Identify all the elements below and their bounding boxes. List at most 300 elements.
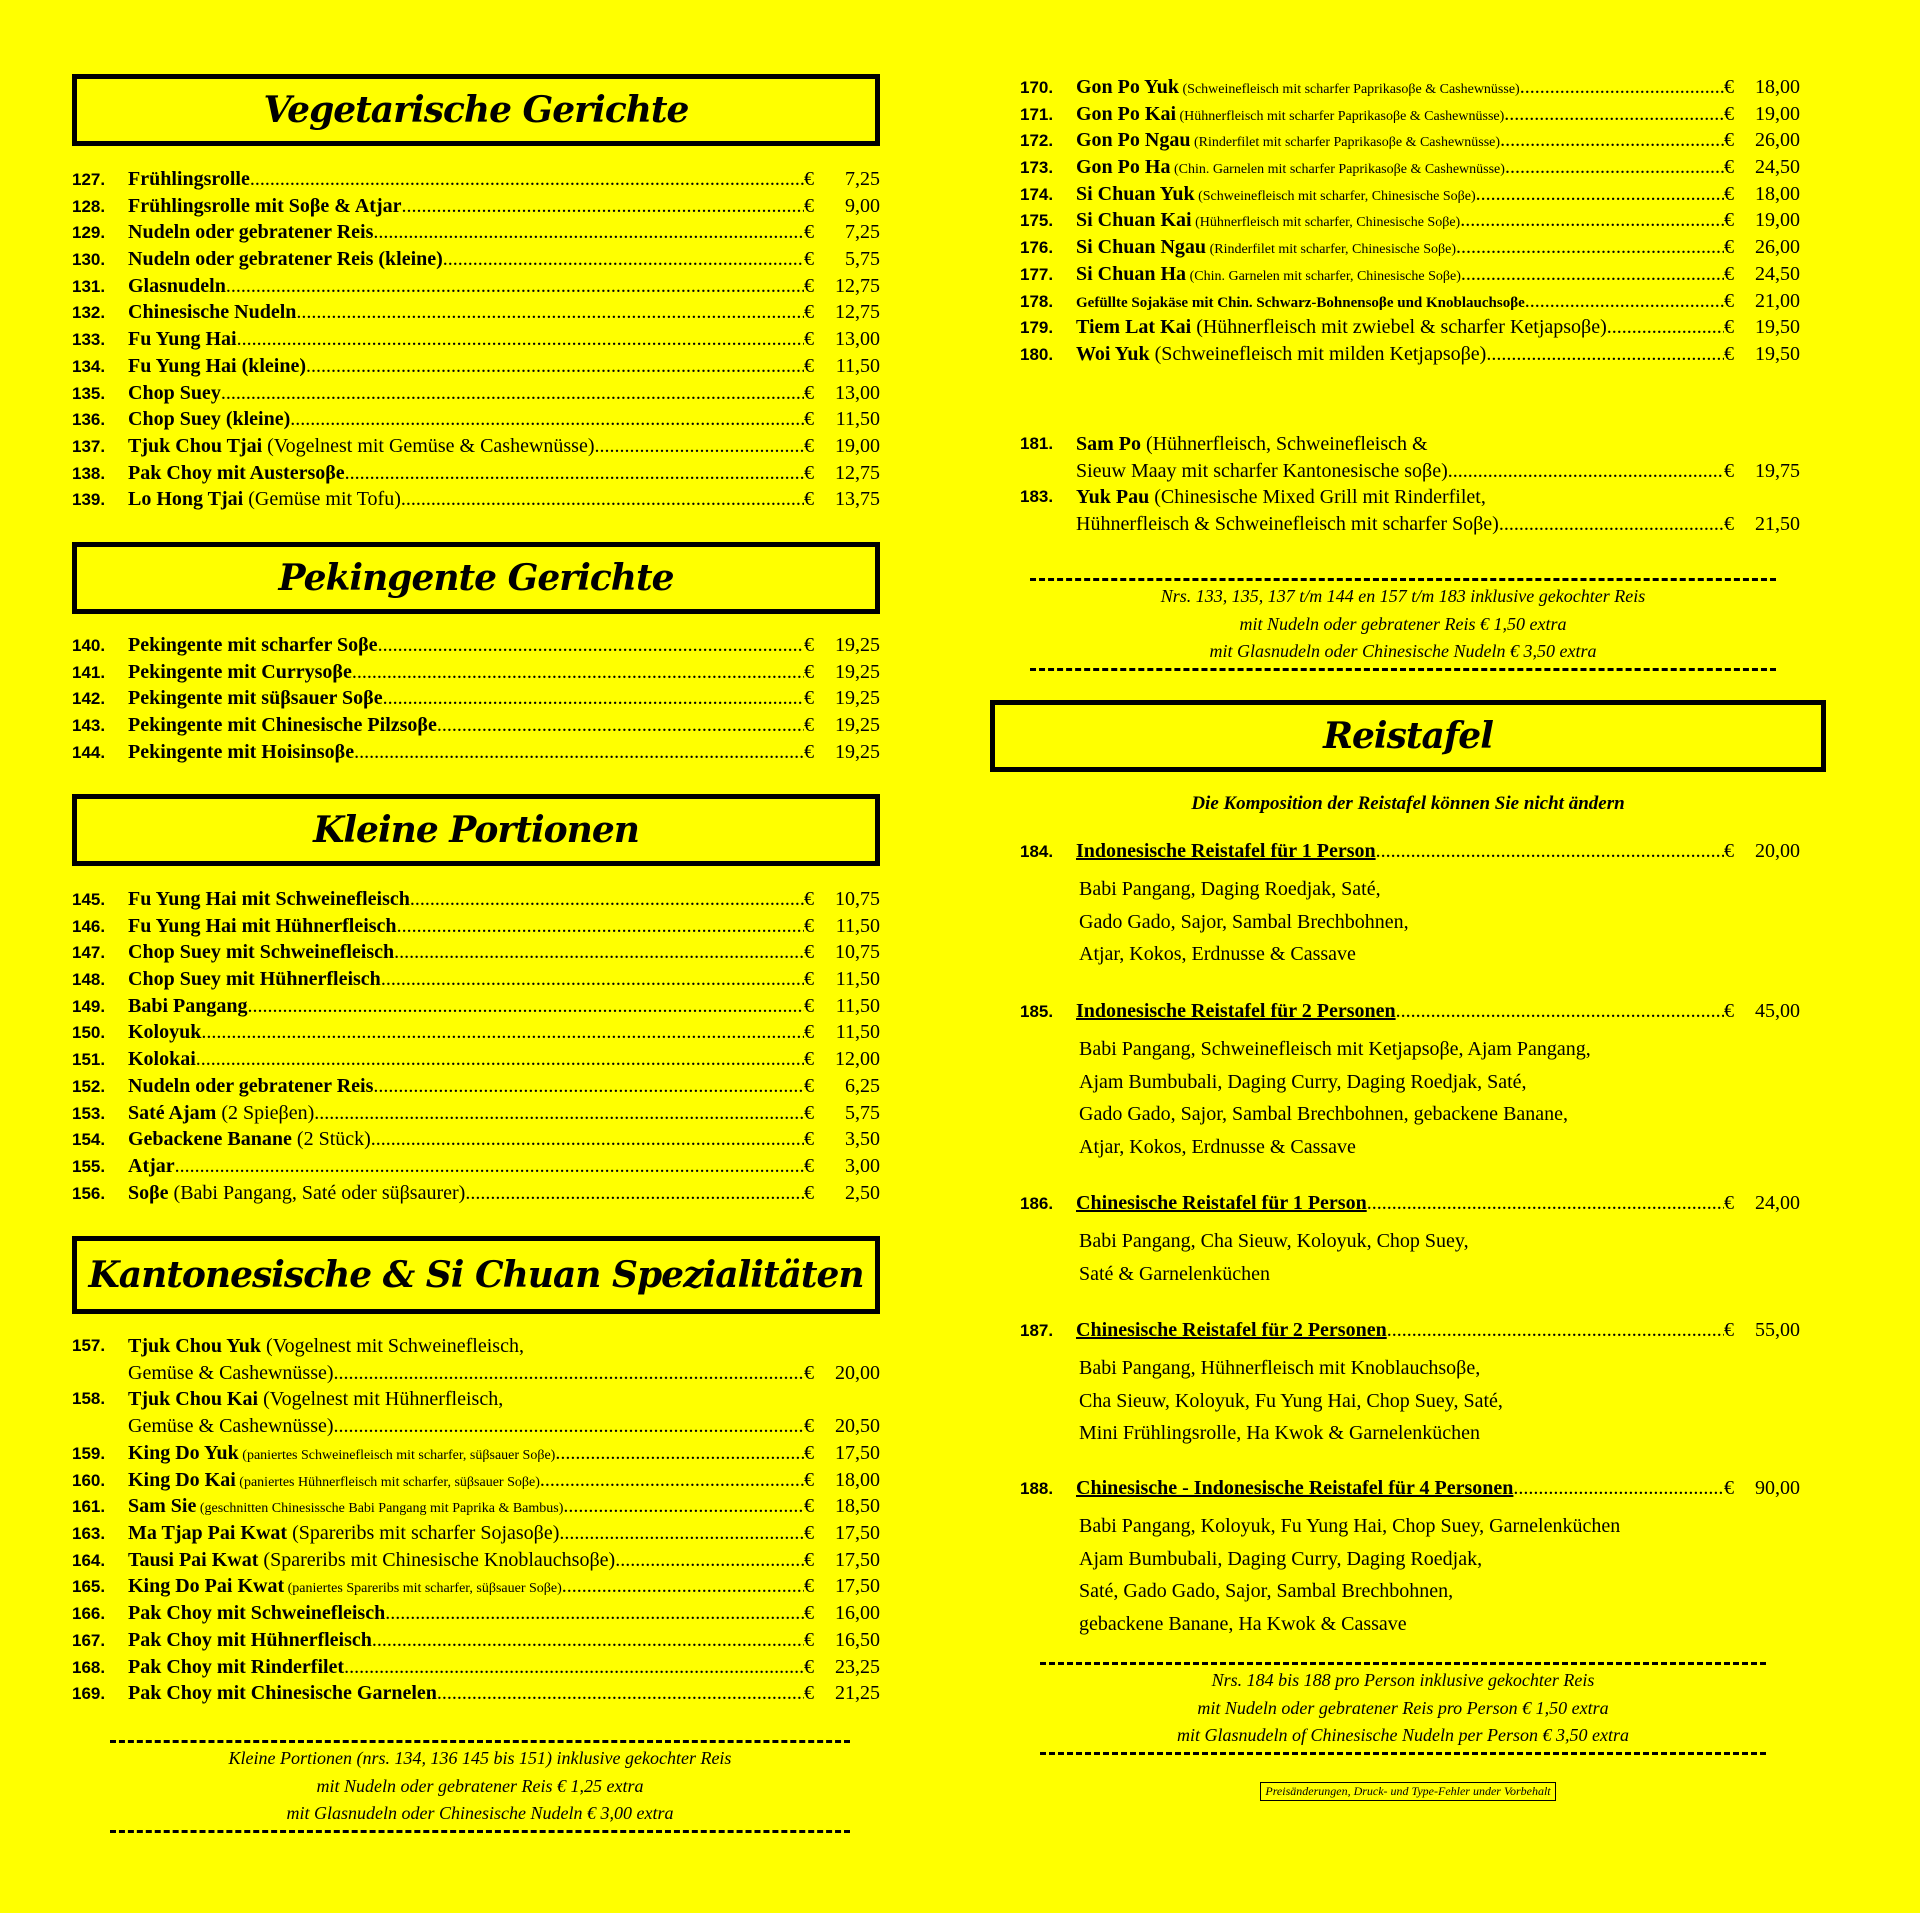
menu-item: [72, 1100, 880, 1127]
item-price: 10,75: [835, 888, 880, 910]
item-name: Soβe: [128, 1181, 169, 1204]
currency-symbol: €: [804, 354, 814, 377]
item-name-wrap: [1076, 101, 1724, 131]
item-name-wrap: [128, 1547, 804, 1574]
currency-symbol: €: [804, 1128, 814, 1151]
item-name: Pak Choy mit Chinesische Garnelen: [128, 1682, 437, 1705]
item-body: [1076, 431, 1800, 484]
item-description: (2 Spieβen): [216, 1101, 315, 1124]
item-price: 26,00: [1755, 236, 1800, 259]
item-name: Frühlingsrolle: [128, 168, 250, 190]
dot-leader: [1461, 261, 1724, 288]
item-price: 12,75: [835, 301, 880, 324]
item-number: 130.: [72, 250, 106, 270]
note-text: Nrs. 184 bis 188 pro Person inklusive gekochter Reis mit Nudeln oder gebratener Reis pro Person € 1,50 extra mit Glasnudeln of Chinesische Nudeln per Person € 3,50 extra: [1177, 1670, 1629, 1745]
dot-leader: [334, 1360, 804, 1387]
item-price: 45,00: [1755, 1000, 1800, 1022]
item-body: [128, 1333, 880, 1386]
item-price: 90,00: [1755, 1477, 1800, 1499]
item-price: 19,00: [1755, 102, 1800, 125]
currency-symbol: €: [804, 634, 814, 656]
item-name: Fu Yung Hai mit Schweinefleisch: [128, 888, 410, 910]
item-name-wrap: [128, 1019, 804, 1046]
currency-symbol: €: [804, 1074, 814, 1097]
menu-item: [72, 1440, 880, 1467]
list-right-twoline: [1020, 431, 1800, 538]
item-price: 13,00: [835, 381, 880, 404]
item-description: (paniertes Spareribs mit scharfer, süβsauer Soβe): [284, 1581, 562, 1597]
item-name: Atjar: [128, 1154, 175, 1177]
dot-leader: [226, 273, 804, 300]
dot-leader: [175, 1153, 804, 1180]
section-title-reistafel: Reistafel: [990, 700, 1826, 772]
item-name-wrap: [128, 353, 804, 380]
item-name-wrap: [128, 993, 804, 1020]
item-name-wrap: [1076, 154, 1724, 184]
menu-item: [72, 1333, 880, 1386]
item-name: King Do Kai: [128, 1468, 236, 1491]
item-name-wrap: [128, 1100, 804, 1127]
currency-symbol: €: [804, 434, 814, 457]
item-name-wrap: [128, 712, 804, 739]
dot-leader: [1499, 511, 1724, 538]
item-price: 5,75: [845, 1101, 880, 1124]
item-price: 11,50: [835, 914, 880, 937]
item-description: (Rinderfilet mit scharfer, Chinesische Soβe): [1206, 242, 1456, 258]
item-name-wrap: [128, 939, 804, 966]
note-kleine-portionen: [110, 1740, 850, 1833]
menu-item: [72, 993, 880, 1020]
component-line: Babi Pangang, Hühnerfleisch mit Knoblauchsoβe,: [1079, 1357, 1481, 1379]
currency-symbol: €: [1724, 459, 1734, 482]
item-name: Chinesische Reistafel für 1 Person: [1076, 1192, 1367, 1214]
item-line-2: [1076, 458, 1800, 485]
item-number: 169.: [72, 1684, 106, 1704]
menu-item: [1020, 288, 1800, 315]
item-price: 3,00: [845, 1154, 880, 1177]
menu-item: [72, 1386, 880, 1439]
item-description: (paniertes Hühnerfleisch mit scharfer, süβsauer Soβe): [235, 1474, 540, 1490]
item-number: 127.: [72, 170, 106, 189]
item-description-cont: Sieuw Maay mit scharfer Kantonesische soβe): [1076, 459, 1448, 482]
item-name: Nudeln oder gebratener Reis: [128, 221, 374, 244]
dot-leader: [1607, 314, 1724, 341]
currency-symbol: €: [804, 168, 814, 190]
item-name: Tjuk Chou Yuk: [128, 1335, 262, 1357]
item-name: Chinesische Reistafel für 2 Personen: [1076, 1319, 1387, 1341]
item-number: 175.: [1020, 211, 1054, 231]
component-line: Gado Gado, Sajor, Sambal Brechbohnen, gebackene Banane,: [1079, 1103, 1569, 1125]
reistafel-components: [1020, 873, 1800, 971]
item-name-wrap: [128, 219, 804, 246]
dot-leader: [247, 993, 804, 1020]
currency-symbol: €: [804, 1522, 814, 1545]
item-price: 19,25: [835, 687, 880, 710]
item-name: Tjuk Chou Tjai: [128, 434, 263, 457]
item-name: Koloyuk: [128, 1021, 202, 1044]
item-number: 151.: [72, 1050, 106, 1070]
menu-item: [72, 966, 880, 993]
menu-item: [72, 353, 880, 380]
item-price: 24,50: [1755, 156, 1800, 179]
section-title-pekingente: Pekingente Gerichte: [72, 542, 880, 614]
item-price: 18,00: [1755, 76, 1800, 98]
item-name: Nudeln oder gebratener Reis: [128, 1074, 374, 1097]
dot-leader: [1456, 234, 1724, 261]
dot-leader: [1448, 458, 1724, 485]
dot-leader: [1387, 1317, 1724, 1344]
item-price: 18,00: [1755, 182, 1800, 205]
item-price: 11,50: [835, 994, 880, 1017]
currency-symbol: €: [804, 408, 814, 431]
dot-leader: [1376, 838, 1724, 865]
item-number: 181.: [1020, 434, 1054, 453]
dot-leader: [345, 460, 804, 487]
item-name-wrap: [128, 632, 804, 659]
item-price: 21,00: [1755, 289, 1800, 312]
item-name: Pekingente mit scharfer Soβe: [128, 634, 378, 656]
dot-leader: [352, 659, 804, 686]
note-reis-right: [1030, 578, 1776, 671]
item-name: Chop Suey (kleine): [128, 408, 291, 431]
currency-symbol: €: [804, 1548, 814, 1571]
item-description: (Spareribs mit Chinesische Knoblauchsoβe): [258, 1548, 616, 1571]
menu-item: [72, 1467, 880, 1494]
dot-leader: [1500, 127, 1724, 154]
item-price: 55,00: [1755, 1319, 1800, 1341]
currency-symbol: €: [1724, 1000, 1734, 1022]
item-description: (Schweinefleisch mit scharfer Paprikasoβe & Cashewnüsse): [1179, 82, 1520, 97]
menu-item: [1020, 154, 1800, 181]
component-line: Ajam Bumbubali, Daging Curry, Daging Roedjak,: [1079, 1547, 1483, 1570]
list-kantonesisch-twoline: [72, 1333, 880, 1440]
item-name-wrap: [128, 273, 804, 300]
list-right-top: [1020, 74, 1800, 368]
item-price: 18,00: [835, 1468, 880, 1491]
menu-item: [72, 219, 880, 246]
item-price: 17,50: [835, 1548, 880, 1571]
currency-symbol: €: [804, 1628, 814, 1651]
component-line: Babi Pangang, Daging Roedjak, Saté,: [1079, 878, 1381, 900]
item-number: 176.: [1020, 238, 1054, 258]
dot-leader: [595, 433, 804, 460]
item-description: (2 Stück): [291, 1128, 371, 1151]
item-description: (Gemüse mit Tofu): [243, 488, 401, 511]
note-text: Nrs. 133, 135, 137 t/m 144 en 157 t/m 183 inklusive gekochter Reis mit Nudeln oder gebratener Reis € 1,50 extra mit Glasnudeln oder Chinesische Nudeln € 3,50 extra: [1160, 586, 1646, 661]
menu-item: [72, 739, 880, 766]
component-line: Atjar, Kokos, Erdnusse & Cassave: [1079, 1135, 1356, 1158]
currency-symbol: €: [1724, 513, 1734, 536]
item-name: Chinesische - Indonesische Reistafel für 4 Personen: [1076, 1477, 1514, 1499]
item-name-wrap: [128, 1573, 804, 1603]
item-description: (Chin. Garnelen mit scharfer, Chinesische Soβe): [1186, 268, 1461, 284]
currency-symbol: €: [804, 461, 814, 484]
item-number: 167.: [72, 1630, 106, 1650]
item-description: (Hühnerfleisch mit zwiebel & scharfer Ketjapsoβe): [1191, 316, 1607, 339]
item-number: 188.: [1020, 1479, 1054, 1498]
item-name: Pak Choy mit Schweinefleisch: [128, 1602, 386, 1625]
item-price: 19,25: [835, 660, 880, 683]
item-name-wrap: [1076, 314, 1724, 341]
item-name-wrap: [128, 166, 804, 193]
currency-symbol: €: [804, 1442, 814, 1464]
component-line: Babi Pangang, Cha Sieuw, Koloyuk, Chop Suey,: [1079, 1230, 1469, 1252]
currency-symbol: €: [804, 381, 814, 404]
currency-symbol: €: [804, 1415, 814, 1438]
item-description: (Babi Pangang, Saté oder süβsaurer): [168, 1181, 466, 1204]
dot-leader: [290, 406, 804, 433]
item-name: Pekingente mit Hoisinsoβe: [128, 740, 355, 763]
item-name-wrap: [128, 326, 804, 353]
item-line-2: [1076, 511, 1800, 538]
dot-leader: [1513, 1475, 1724, 1502]
dot-leader: [383, 685, 804, 712]
reistafel-header: [1020, 838, 1800, 865]
item-name-wrap: [128, 460, 804, 487]
item-name-wrap: [128, 659, 804, 686]
item-name-wrap: [128, 486, 804, 513]
currency-symbol: €: [804, 488, 814, 511]
item-description: (Vogelnest mit Schweinefleisch,: [261, 1335, 524, 1357]
currency-symbol: €: [804, 714, 814, 737]
item-number: 147.: [72, 943, 106, 963]
menu-item: [1020, 341, 1800, 368]
item-name: Kolokai: [128, 1048, 196, 1071]
reistafel-item: [1020, 1475, 1800, 1640]
item-body: [1076, 484, 1800, 537]
item-number: 177.: [1020, 264, 1054, 284]
list-kleine: [72, 886, 880, 1206]
item-line-2: [128, 1413, 880, 1440]
component-line: Mini Frühlingsrolle, Ha Kwok & Garnelenküchen: [1079, 1422, 1481, 1444]
component-line: Ajam Bumbubali, Daging Curry, Daging Roedjak, Saté,: [1079, 1070, 1527, 1093]
reistafel-item: [1020, 1190, 1800, 1290]
item-price: 6,25: [845, 1074, 880, 1097]
currency-symbol: €: [1724, 262, 1734, 285]
item-name-wrap: [128, 739, 804, 766]
item-number: 136.: [72, 410, 106, 430]
currency-symbol: €: [1724, 209, 1734, 232]
item-name: King Do Yuk: [128, 1442, 239, 1464]
item-price: 3,50: [845, 1128, 880, 1151]
dot-leader: [196, 1046, 804, 1073]
reistafel-components: [1020, 1352, 1800, 1450]
item-number: 186.: [1020, 1194, 1054, 1213]
item-name: Fu Yung Hai: [128, 328, 237, 351]
item-number: 165.: [72, 1577, 106, 1597]
item-name: Indonesische Reistafel für 1 Person: [1076, 840, 1376, 862]
item-name: Gon Po Kai: [1076, 102, 1177, 125]
item-price: 13,00: [835, 328, 880, 351]
item-description: (paniertes Schweinefleisch mit scharfer, süβsauer Soβe): [238, 1448, 556, 1463]
item-line-1: [128, 1386, 880, 1413]
menu-item: [72, 632, 880, 659]
menu-item: [72, 1126, 880, 1153]
item-name: Si Chuan Yuk: [1076, 182, 1195, 205]
item-price: 7,25: [845, 221, 880, 244]
item-price: 12,00: [835, 1048, 880, 1071]
reistafel-components: [1020, 1225, 1800, 1290]
dot-leader: [562, 1573, 804, 1600]
dot-leader: [221, 380, 804, 407]
dot-leader: [401, 486, 804, 513]
item-price: 11,50: [835, 968, 880, 991]
dot-leader: [1396, 998, 1724, 1025]
item-name-wrap: [1076, 127, 1724, 157]
currency-symbol: €: [804, 941, 814, 964]
item-number: 164.: [72, 1550, 106, 1570]
item-number: 180.: [1020, 344, 1054, 364]
dot-leader: [397, 913, 804, 940]
menu-item: [72, 913, 880, 940]
dot-leader: [540, 1467, 804, 1494]
item-number: 171.: [1020, 104, 1054, 124]
item-name: Lo Hong Tjai: [128, 488, 244, 511]
item-number: 168.: [72, 1657, 106, 1677]
item-line-1: [1076, 431, 1800, 458]
divider: [110, 1830, 850, 1833]
item-price: 19,50: [1755, 342, 1800, 365]
menu-item: [72, 1019, 880, 1046]
currency-symbol: €: [1724, 102, 1734, 125]
currency-symbol: €: [1724, 129, 1734, 152]
menu-item: [72, 886, 880, 913]
item-number: 140.: [72, 636, 106, 655]
list-pekingente: [72, 632, 880, 765]
component-line: Gado Gado, Sajor, Sambal Brechbohnen,: [1079, 910, 1409, 933]
item-number: 137.: [72, 436, 106, 456]
dot-leader: [373, 219, 804, 246]
item-name: Si Chuan Ha: [1076, 262, 1187, 285]
menu-item: [1020, 207, 1800, 234]
item-name-wrap: [128, 1467, 804, 1497]
item-description-cont: Gemüse & Cashewnüsse): [128, 1361, 334, 1384]
menu-item: [72, 1680, 880, 1707]
item-number: 174.: [1020, 184, 1054, 204]
item-name: Indonesische Reistafel für 2 Personen: [1076, 1000, 1396, 1022]
item-name: Gefüllte Sojakäse mit Chin. Schwarz-Bohnensoβe und Knoblauchsoβe: [1076, 294, 1525, 311]
item-number: 138.: [72, 463, 106, 483]
currency-symbol: €: [804, 301, 814, 324]
note-reistafel: [1040, 1662, 1766, 1755]
dot-leader: [401, 193, 804, 220]
item-name: Chop Suey mit Hühnerfleisch: [128, 968, 381, 991]
currency-symbol: €: [1724, 840, 1734, 862]
item-name: Tausi Pai Kwat: [128, 1548, 259, 1571]
item-price: 21,50: [1755, 513, 1800, 536]
item-price: 5,75: [845, 248, 880, 271]
menu-item: [72, 326, 880, 353]
item-name: Fu Yung Hai mit Hühnerfleisch: [128, 914, 397, 937]
item-number: 161.: [72, 1497, 106, 1517]
currency-symbol: €: [804, 1602, 814, 1625]
item-number: 128.: [72, 196, 106, 216]
item-name: Sam Sie: [128, 1495, 197, 1518]
section-title-vegetarisch: Vegetarische Gerichte: [72, 74, 880, 146]
item-number: 166.: [72, 1604, 106, 1624]
menu-item: [1020, 314, 1800, 341]
item-name: Chop Suey mit Schweinefleisch: [128, 941, 395, 964]
menu-item: [72, 1046, 880, 1073]
menu-item: [1020, 181, 1800, 208]
dot-leader: [394, 939, 804, 966]
item-number: 131.: [72, 276, 106, 296]
list-kantonesisch: [72, 1440, 880, 1707]
reistafel-header: [1020, 1475, 1800, 1502]
menu-item: [72, 1073, 880, 1100]
dot-leader: [559, 1520, 804, 1547]
component-line: Saté, Gado Gado, Sajor, Sambal Brechbohnen,: [1079, 1580, 1454, 1602]
menu-item: [72, 299, 880, 326]
item-name-wrap: [128, 433, 804, 460]
menu-item: [72, 406, 880, 433]
dot-leader: [615, 1547, 804, 1574]
currency-symbol: €: [804, 1575, 814, 1598]
currency-symbol: €: [804, 1682, 814, 1705]
item-number: 160.: [72, 1470, 106, 1490]
item-price: 24,00: [1755, 1192, 1800, 1214]
item-number: 146.: [72, 916, 106, 936]
currency-symbol: €: [804, 740, 814, 763]
item-body: [128, 1386, 880, 1439]
currency-symbol: €: [804, 660, 814, 683]
currency-symbol: €: [804, 1181, 814, 1204]
item-price: 18,50: [835, 1495, 880, 1518]
item-name: Sam Po: [1076, 433, 1141, 455]
section-title-kantonesisch: Kantonesische & Si Chuan Spezialitäten: [72, 1236, 880, 1314]
dot-leader: [1520, 74, 1724, 101]
currency-symbol: €: [804, 328, 814, 351]
dot-leader: [1367, 1190, 1724, 1217]
section-title-kleine: Kleine Portionen: [72, 794, 880, 866]
reistafel-item: [1020, 1317, 1800, 1450]
item-price: 19,25: [835, 634, 880, 656]
menu-item: [1020, 234, 1800, 261]
reistafel-components: [1020, 1033, 1800, 1163]
item-price: 13,75: [835, 488, 880, 511]
item-name-wrap: [128, 380, 804, 407]
dot-leader: [443, 246, 804, 273]
item-name: Ma Tjap Pai Kwat: [128, 1522, 288, 1545]
item-price: 16,00: [835, 1602, 880, 1625]
item-name: Pak Choy mit Austersoβe: [128, 461, 345, 484]
currency-symbol: €: [804, 1154, 814, 1177]
dot-leader: [237, 326, 804, 353]
currency-symbol: €: [804, 1495, 814, 1518]
dot-leader: [378, 632, 804, 659]
component-line: Cha Sieuw, Koloyuk, Fu Yung Hai, Chop Suey, Saté,: [1079, 1389, 1503, 1412]
item-price: 19,50: [1755, 316, 1800, 339]
item-name: Fu Yung Hai (kleine): [128, 354, 306, 377]
note-text: Kleine Portionen (nrs. 134, 136 145 bis 151) inklusive gekochter Reis mit Nudeln oder gebratener Reis € 1,25 extra mit Glasnudeln oder Chinesische Nudeln € 3,00 extra: [228, 1748, 732, 1823]
divider: [1040, 1752, 1766, 1755]
item-name: Gon Po Ngau: [1076, 129, 1191, 152]
currency-symbol: €: [1724, 289, 1734, 312]
dot-leader: [563, 1493, 804, 1520]
item-name-wrap: [128, 299, 804, 326]
item-name-wrap: [1076, 234, 1724, 264]
item-line-1: [128, 1333, 880, 1360]
menu-item: [72, 433, 880, 460]
menu-item: [72, 1573, 880, 1600]
currency-symbol: €: [804, 888, 814, 910]
item-number: 145.: [72, 890, 106, 909]
menu-item: [1020, 484, 1800, 537]
item-name-wrap: [128, 886, 804, 913]
menu-item: [72, 246, 880, 273]
item-number: 178.: [1020, 291, 1054, 311]
dot-leader: [373, 1073, 804, 1100]
